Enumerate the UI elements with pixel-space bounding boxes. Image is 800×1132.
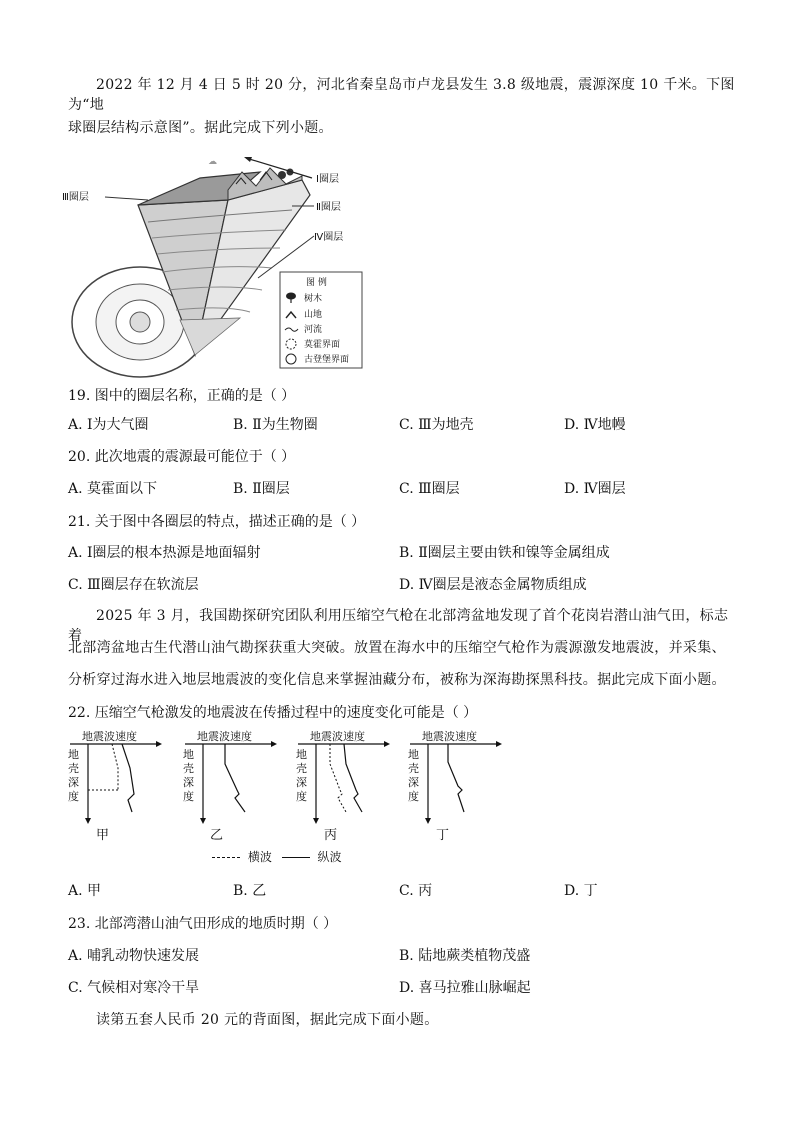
panel-ding-axis-left-1: 壳: [408, 762, 419, 775]
intro-1-line-2: 球圈层结构示意图”。据此完成下列小题。: [68, 120, 333, 136]
panel-yi-axis-left-0: 地: [183, 748, 194, 761]
q19-option-b[interactable]: B. Ⅱ为生物圈: [233, 417, 318, 433]
q20-stem: 20. 此次地震的震源最可能位于（ ）: [68, 449, 296, 465]
panel-ding-axis-left-3: 度: [408, 790, 419, 803]
intro-paragraph-1: [68, 75, 736, 115]
q21-option-c[interactable]: C. Ⅲ圈层存在软流层: [68, 577, 199, 593]
panel-yi-axis-left-1: 壳: [183, 762, 194, 775]
legend-shear-wave: 横波: [247, 850, 272, 864]
panel-yi-axis-left-3: 度: [183, 790, 194, 803]
panel-name-ding: 丁: [436, 828, 450, 843]
wave-legend: [212, 848, 412, 868]
layer-3-label: Ⅲ圈层: [62, 192, 89, 203]
solid-line-swatch: [282, 857, 310, 858]
panel-bing-axis-top: 地震波速度: [310, 730, 365, 743]
panel-ding-axis-left-0: 地: [408, 748, 419, 761]
intro-3: 读第五套人民币 20 元的背面图，据此完成下面小题。: [96, 1012, 439, 1028]
intro-2-line-2: 北部湾盆地古生代潜山油气勘探获重大突破。放置在海水中的压缩空气枪作为震源激发地震波，并采集、: [68, 640, 726, 656]
intro-1-line-1: 2022 年 12 月 4 日 5 时 20 分，河北省秦皇岛市卢龙县发生 3.8 级地震，震源深度 10 千米。下图为“地: [68, 77, 735, 113]
panel-ding-axis-left-2: 深: [408, 776, 419, 789]
legend-item-moho: 莫霍界面: [304, 340, 341, 350]
panel-name-jia: 甲: [96, 828, 110, 843]
q23-option-b[interactable]: B. 陆地蕨类植物茂盛: [399, 948, 531, 964]
q22-option-d[interactable]: D. 丁: [564, 883, 598, 899]
panel-ding-axis-top: 地震波速度: [422, 730, 477, 743]
panel-jia-graph: [60, 728, 170, 843]
wave-panels: [60, 728, 520, 868]
panel-bing-axis-left-0: 地: [296, 748, 307, 761]
legend-item-mountain: 山地: [304, 310, 323, 320]
panel-bing-graph: [288, 728, 398, 843]
panel-yi-axis-top: 地震波速度: [197, 730, 252, 743]
intro-2-line-1: 2025 年 3 月，我国勘探研究团队利用压缩空气枪在北部湾盆地发现了首个花岗岩潜山油气田，标志着: [68, 608, 729, 644]
earth-spheres-diagram: [60, 150, 380, 380]
panel-bing-axis-left-3: 度: [296, 790, 307, 803]
panel-yi-graph: [175, 728, 285, 843]
q22-option-a[interactable]: A. 甲: [68, 883, 102, 899]
layer-4-label: Ⅳ圈层: [314, 232, 344, 243]
q20-option-c[interactable]: C. Ⅲ圈层: [399, 481, 460, 497]
panel-bing-axis-left-2: 深: [296, 776, 307, 789]
q20-option-a[interactable]: A. 莫霍面以下: [68, 481, 158, 497]
panel-name-yi: 乙: [210, 828, 224, 843]
layer-1-label: Ⅰ圈层: [316, 174, 339, 185]
q23-option-d[interactable]: D. 喜马拉雅山脉崛起: [399, 980, 531, 996]
q22-stem: 22. 压缩空气枪激发的地震波在传播过程中的速度变化可能是（ ）: [68, 705, 478, 721]
legend-title: 图 例: [306, 278, 327, 288]
svg-text:☁: ☁: [208, 157, 217, 167]
legend-item-gutenberg: 古登堡界面: [304, 355, 350, 365]
panel-jia-axis-left-3: 度: [68, 790, 79, 803]
q20-option-b[interactable]: B. Ⅱ圈层: [233, 481, 290, 497]
q23-stem: 23. 北部湾潜山油气田形成的地质时期（ ）: [68, 916, 338, 932]
q22-option-c[interactable]: C. 丙: [399, 883, 433, 899]
panel-ding-graph: [400, 728, 510, 843]
layer-2-label: Ⅱ圈层: [316, 202, 341, 213]
panel-jia-axis-top: 地震波速度: [82, 730, 137, 743]
q21-option-b[interactable]: B. Ⅱ圈层主要由铁和镍等金属组成: [399, 545, 610, 561]
dashed-line-swatch: [212, 857, 240, 858]
q19-option-c[interactable]: C. Ⅲ为地壳: [399, 417, 474, 433]
q21-stem: 21. 关于图中各圈层的特点，描述正确的是（ ）: [68, 514, 366, 530]
q23-option-c[interactable]: C. 气候相对寒冷干旱: [68, 980, 200, 996]
panel-yi-axis-left-2: 深: [183, 776, 194, 789]
legend-item-tree: 树木: [304, 294, 323, 304]
q20-option-d[interactable]: D. Ⅳ圈层: [564, 481, 626, 497]
panel-jia-axis-left-2: 深: [68, 776, 79, 789]
panel-jia-axis-left-0: 地: [68, 748, 79, 761]
q19-stem: 19. 图中的圈层名称，正确的是（ ）: [68, 388, 296, 404]
q19-option-d[interactable]: D. Ⅳ地幔: [564, 417, 626, 433]
panel-jia-axis-left-1: 壳: [68, 762, 79, 775]
q23-option-a[interactable]: A. 哺乳动物快速发展: [68, 948, 200, 964]
q19-option-a[interactable]: A. Ⅰ为大气圈: [68, 417, 149, 433]
q21-option-a[interactable]: A. Ⅰ圈层的根本热源是地面辐射: [68, 545, 261, 561]
panel-name-bing: 丙: [324, 828, 338, 843]
panel-bing-axis-left-1: 壳: [296, 762, 307, 775]
legend-longitudinal-wave: 纵波: [317, 850, 342, 864]
q22-option-b[interactable]: B. 乙: [233, 883, 267, 899]
q21-option-d[interactable]: D. Ⅳ圈层是液态金属物质组成: [399, 577, 587, 593]
intro-2-line-3: 分析穿过海水进入地层地震波的变化信息来掌握油藏分布，被称为深海勘探黑科技。据此完成下面小题。: [68, 672, 726, 688]
legend-item-river: 河流: [304, 325, 323, 335]
